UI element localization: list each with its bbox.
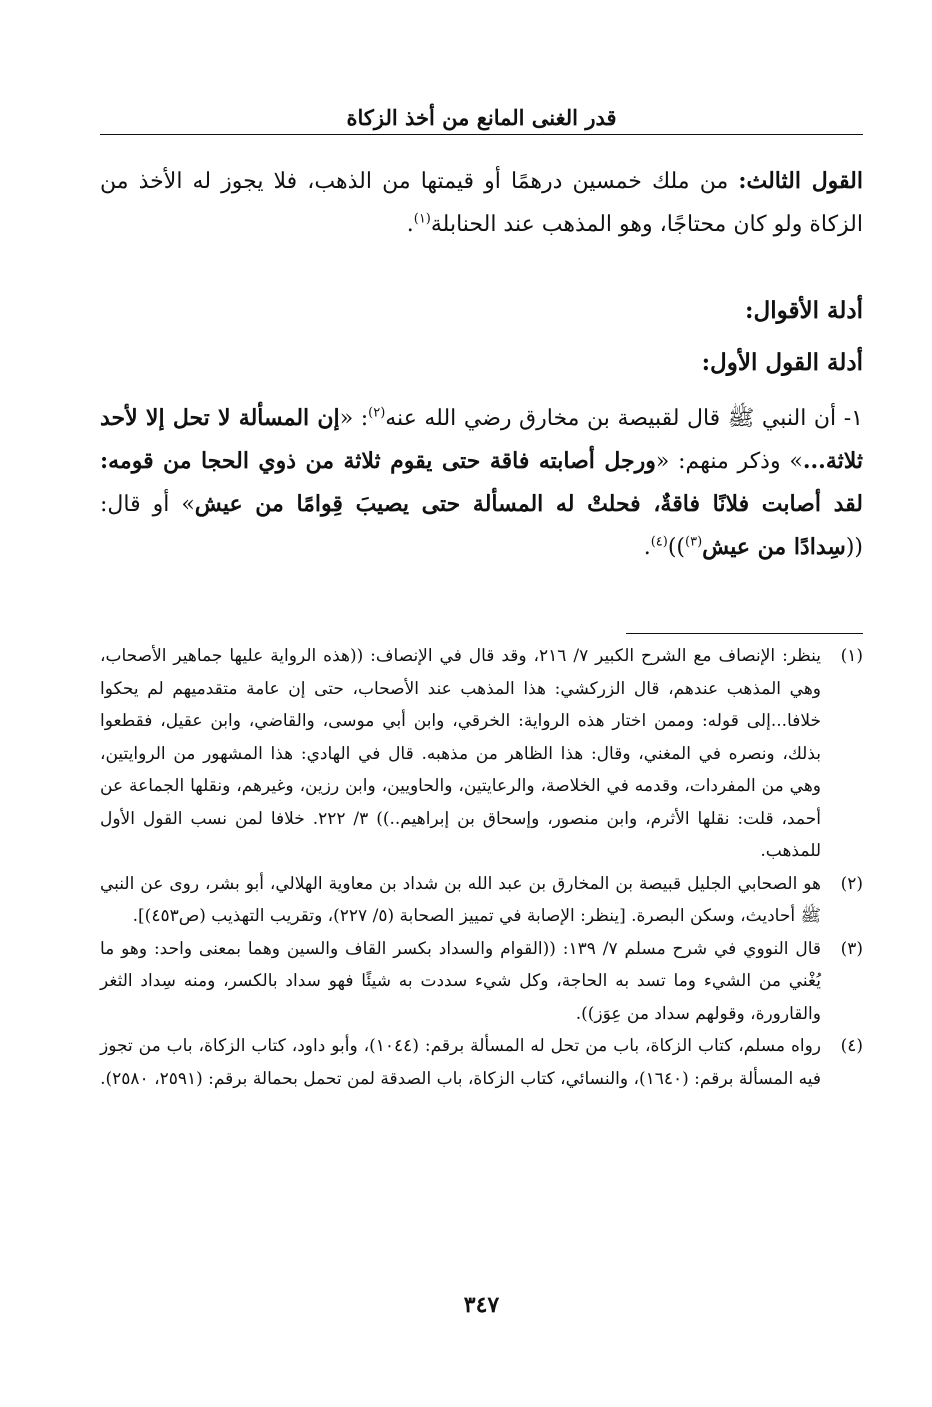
footnotes [100, 640, 863, 1095]
sentence-end: . [643, 535, 651, 560]
footnote-1 [100, 640, 863, 868]
hadith-quote-1: إن المسألة لا تحل إلا لأحد ثلاثة... [100, 405, 863, 474]
footnote-ref-4[interactable]: (٤) [650, 534, 668, 550]
footnote-2 [100, 868, 863, 933]
paragraph-third-opinion [100, 160, 863, 246]
header-rule [100, 134, 863, 135]
hadith-quote-2: ورجل أصابته فاقة حتى يقوم ثلاثة من ذوي الحجا من قومه: لقد أصابت فلانًا فاقةٌ، فحلتْ له المسألة حتى يصيبَ قِوامًا من عيش [100, 448, 863, 517]
footnote-4 [100, 1030, 863, 1095]
spacer [100, 246, 863, 291]
footnote-number: (٣) [840, 938, 863, 959]
footnote-ref-2[interactable]: (٢) [368, 405, 386, 421]
third-opinion-label: القول الثالث: [738, 168, 863, 194]
paragraph-hadith [100, 397, 863, 569]
quote-close: )) [667, 535, 686, 560]
third-opinion-text: من ملك خمسين درهمًا أو قيمتها من الذهب، فلا يجوز له الأخذ من الزكاة ولو كان محتاجًا، وهو المذهب عند الحنابلة [100, 169, 863, 237]
main-text [100, 160, 863, 569]
footnote-text: ينظر: الإنصاف مع الشرح الكبير ٧/ ٢١٦، وقد قال في الإنصاف: ((هذه الرواية عليها جماهير الأصحاب، وهي المذهب عندهم، قال الزركشي: هذا المذهب عند الأصحاب، حتى إن عامة متقدميهم لم يحكوا خلافا...إلى قوله: وممن اختار هذه الرواية: الخرقي، وابن أبي موسى، والقاضي، وابن عقيل، فقطعوا بذلك، ونصره في المغني، وقال: هذا الظاهر من مذهبه. قال في الهادي: هذا المشهور من الروايتين، وهي من المفردات، وقدمه في الخلاصة، والرعايتين، والحاويين، وابن رزين، وغيرهم، ونقلها الجماعة عن أحمد، قلت: نقلها الأثرم، وابن منصور، وإسحاق بن إبراهيم..)) ٣/ ٢٢٢. خلافا لمن نسب القول الأول للمذهب. [100, 646, 821, 861]
section-heading-evidence: أدلة الأقوال: [745, 297, 863, 324]
footnote-number: (٢) [840, 873, 863, 894]
footnote-text: هو الصحابي الجليل قبيصة بن المخارق بن عبد الله بن شداد بن معاوية الهلالي، أبو بشر، روى عن النبي ﷺ أحاديث، وسكن البصرة. [ينظر: الإصابة في تمييز الصحابة (٥/ ٢٢٧)، وتقريب التهذيب (ص٤٥٣)]. [100, 873, 821, 926]
footnote-separator [626, 633, 863, 634]
footnote-number: (١) [840, 646, 863, 666]
footnote-text: قال النووي في شرح مسلم ٧/ ١٣٩: ((القوام والسداد بكسر القاف والسين وهما بمعنى واحد: وهو ما يُغْني من الشيء وما تسد به الحاجة، وكل شيء سددت به شيئًا فهو سداد بالكسر، ومنه سِداد الثغر والقارورة، وقولهم سداد من عِوَز)). [100, 938, 821, 1024]
footnote-number: (٤) [840, 1036, 863, 1056]
page-number: ٣٤٧ [463, 1292, 500, 1318]
footnote-ref-1[interactable]: (١) [413, 211, 431, 227]
hadith-quote-3: سِدادًا من عيش [702, 534, 846, 560]
footnote-text: رواه مسلم، كتاب الزكاة، باب من تحل له المسألة برقم: (١٠٤٤)، وأبو داود، كتاب الزكاة، باب من تجوز فيه المسألة برقم: (١٦٤٠)، والنسائي، كتاب الزكاة، باب الصدقة لمن تحمل بحمالة برقم: (٢٥٩١، ٢٥٨٠). [100, 1036, 822, 1089]
spacer [100, 383, 863, 397]
hadith-connector: » وذكر منهم: « [655, 449, 803, 474]
running-header: قدر الغنى المانع من أخذ الزكاة [346, 105, 617, 130]
footnote-3 [100, 933, 863, 1031]
subsection-heading-first-opinion: أدلة القول الأول: [701, 349, 863, 376]
hadith-intro: ١- أن النبي ﷺ قال لقبيصة بن مخارق رضي الله عنه [385, 406, 863, 431]
spacer [100, 331, 863, 343]
quote-open: : « [339, 406, 369, 431]
hadith-alt-intro: » أو قال: (( [100, 492, 863, 560]
sentence-end: . [406, 212, 414, 237]
footnote-ref-3[interactable]: (٣) [685, 534, 703, 550]
